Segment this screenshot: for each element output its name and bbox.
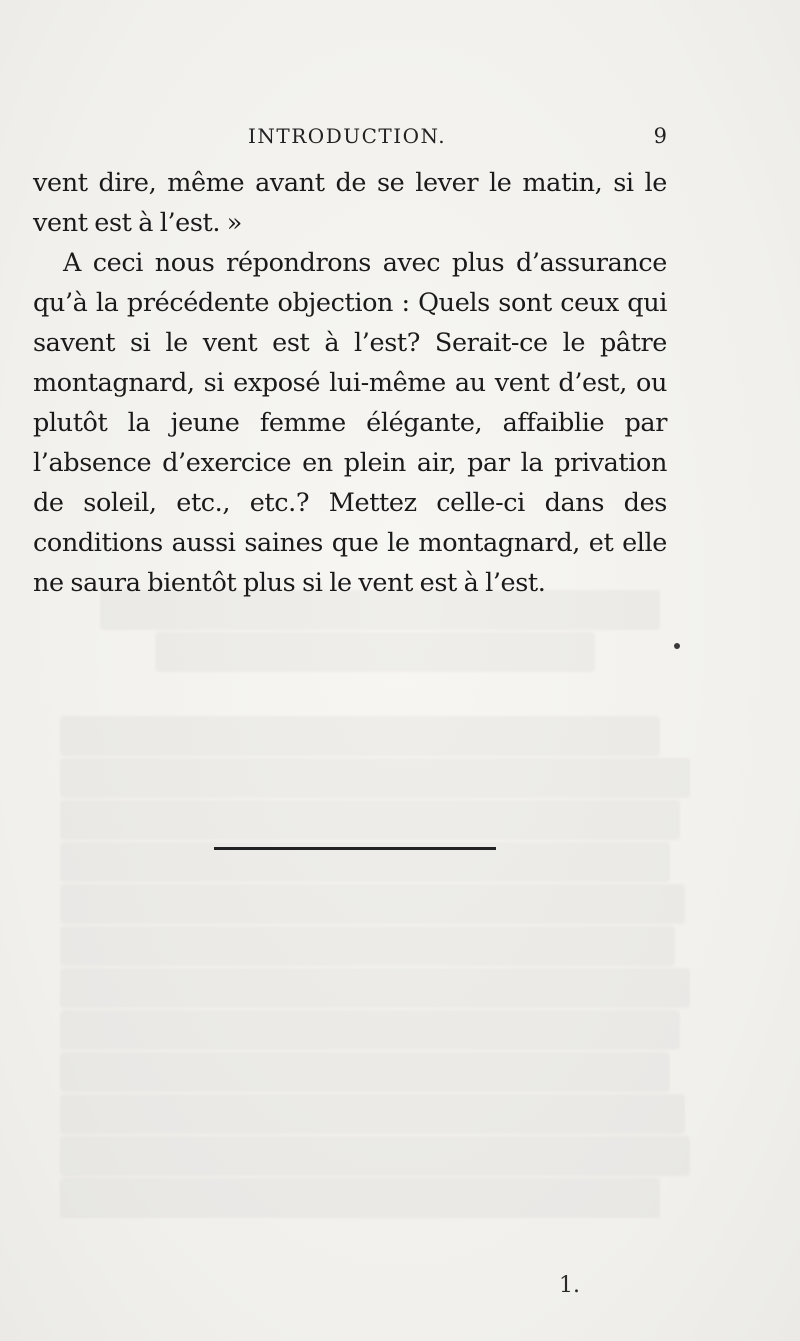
show-through-texture bbox=[60, 590, 700, 1220]
paragraph-response: A ceci nous répondrons avec plus d’assurance qu’à la précédente objection : Quels sont ceux qui savent si le vent est à l’est? Serait-ce le pâtre montagnard, si exposé lui-même au vent d’est, ou plutôt la jeune femme élégante, affaiblie par l’absence d’exercice en plein air, par la privation de soleil, etc., etc.? Mettez celle-ci dans des conditions aussi saines que le montagnard, et elle ne saura bientôt plus si le vent est à l’est. bbox=[33, 248, 667, 598]
paragraph-continued: vent dire, même avant de se lever le matin, si le vent est à l’est. » bbox=[33, 168, 667, 238]
signature-mark: 1. bbox=[559, 1273, 580, 1298]
running-head-title: INTRODUCTION. bbox=[248, 124, 447, 148]
body-text bbox=[33, 163, 667, 603]
section-end-rule bbox=[214, 847, 496, 850]
page-number: 9 bbox=[653, 124, 667, 148]
running-head bbox=[33, 124, 667, 154]
ink-speck bbox=[674, 643, 680, 649]
